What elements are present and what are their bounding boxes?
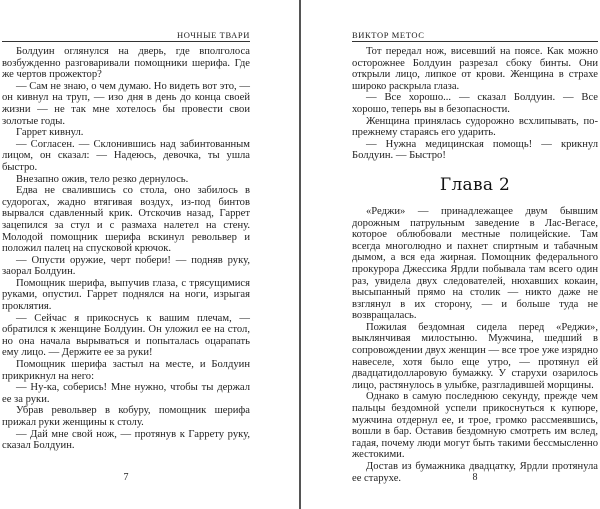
paragraph: Болдуин оглянулся на дверь, где вполголоса возбужденно разговаривали помощники шерифа. Где же чертов прожектор?	[2, 46, 250, 81]
page-number: 8	[472, 472, 478, 483]
paragraph: Внезапно ожив, тело резко дернулось.	[16, 173, 189, 185]
paragraph: Едва не свалившись со стола, оно забилось в судорогах, жадно втягивая воздух, из-под бинтов вырвался сдавленный крик. Отскочив назад, Гаррет зацепился за стул и с размаха налетел на стену. Молодой помощник шерифа вскинул револьвер и положил палец на спусковой крючок.	[2, 185, 250, 255]
paragraph: Гаррет кивнул.	[16, 127, 84, 139]
left-page	[2, 0, 250, 509]
paragraph: — Сейчас я прикоснусь к вашим плечам, — обратился к женщине Болдуин. Он уложил ее на стол, но она начала вырываться и попыталась оцарапать ему лицо. — Держите ее за руки!	[2, 312, 250, 359]
paragraph: Пожилая бездомная сидела перед «Реджи», выклянчивая милостыню. Мужчина, шедший в сопровождении двух женщин — все трое уже изрядно навеселе, хотя было еще утро, — протянул ей двадцатидолларовую бумажку. У старухи озарилось лицо, растянулось в улыбке, разгладившей морщины.	[352, 321, 598, 391]
paragraph: Женщина принялась судорожно всхлипывать, по-прежнему стараясь его ударить.	[352, 115, 598, 139]
paragraph: Достав из бумажника двадцатку, Ярдли протянула ее старухе.	[352, 461, 598, 484]
left-page-body	[2, 46, 250, 452]
paragraph: Однако в самую последнюю секунду, прежде чем пальцы бездомной успели прикоснуться к купюре, мужчина отдернул ее, и трое, громко рассмеявшись, вошли в бар. Оставив бездомную смотреть им вслед, гадая, почему люди могут быть такими бессмысленно жестокими.	[352, 391, 598, 461]
running-head-book-title: НОЧНЫЕ ТВАРИ	[2, 31, 250, 42]
paragraph: — Сам не знаю, о чем думаю. Но видеть вот это, — он кивнул на труп, — изо дня в день до конца своей жизни — не так мне хотелось бы провести свои золотые годы.	[2, 80, 250, 127]
paragraph: Тот передал нож, висевший на поясе. Как можно осторожнее Болдуин разрезал сбоку бинты. Они открыли лицо, липкое от крови. Женщина в страхе широко раскрыла глаза.	[352, 46, 598, 92]
paragraph: — Все хорошо... — сказал Болдуин. — Все хорошо, теперь вы в безопасности.	[352, 92, 598, 115]
paragraph: «Реджи» — принадлежащее двум бывшим дорожным патрульным заведение в Лас-Вегасе, которое облюбовали местные полицейские. Там всегда многолюдно и пахнет спиртным и табачным дымом, а вся еда жирная. Помощник федерального прокурора Джессика Ярдли побывала там всего один раз, увидела двух следователей, нюхавших кокаин, высыпанный прямо на столик — никто даже не взглянул в их сторону, — и больше туда не возвращалась.	[352, 205, 598, 322]
page-number: 7	[123, 472, 129, 483]
paragraph: — Опусти оружие, черт побери! — подняв руку, заорал Болдуин.	[2, 254, 250, 278]
paragraph: — Дай мне свой нож, — протянув к Гаррету руку, сказал Болдуин.	[2, 428, 250, 452]
paragraph: — Ну-ка, соберись! Мне нужно, чтобы ты держал ее за руки.	[2, 382, 250, 405]
running-head-author: ВИКТОР МЕТОС	[352, 31, 598, 42]
gutter-divider	[299, 0, 301, 509]
right-page-body	[352, 46, 598, 484]
chapter-title: Глава 2	[439, 174, 511, 195]
paragraph: Помощник шерифа, выпучив глаза, с трясущимися руками, опустил. Гаррет поднялся на ноги, изрыгая проклятия.	[2, 277, 250, 313]
right-page	[352, 0, 598, 509]
paragraph: — Согласен. — Склонившись над забинтованным лицом, он сказал: — Надеюсь, девочка, ты ушла быстро.	[2, 138, 250, 173]
paragraph: Убрав револьвер в кобуру, помощник шерифа прижал руки женщины к столу.	[2, 405, 250, 428]
paragraph: — Нужна медицинская помощь! — крикнул Болдуин. — Быстро!	[352, 138, 598, 162]
paragraph: Помощник шерифа застыл на месте, и Болдуин прикрикнул на него:	[2, 359, 250, 382]
